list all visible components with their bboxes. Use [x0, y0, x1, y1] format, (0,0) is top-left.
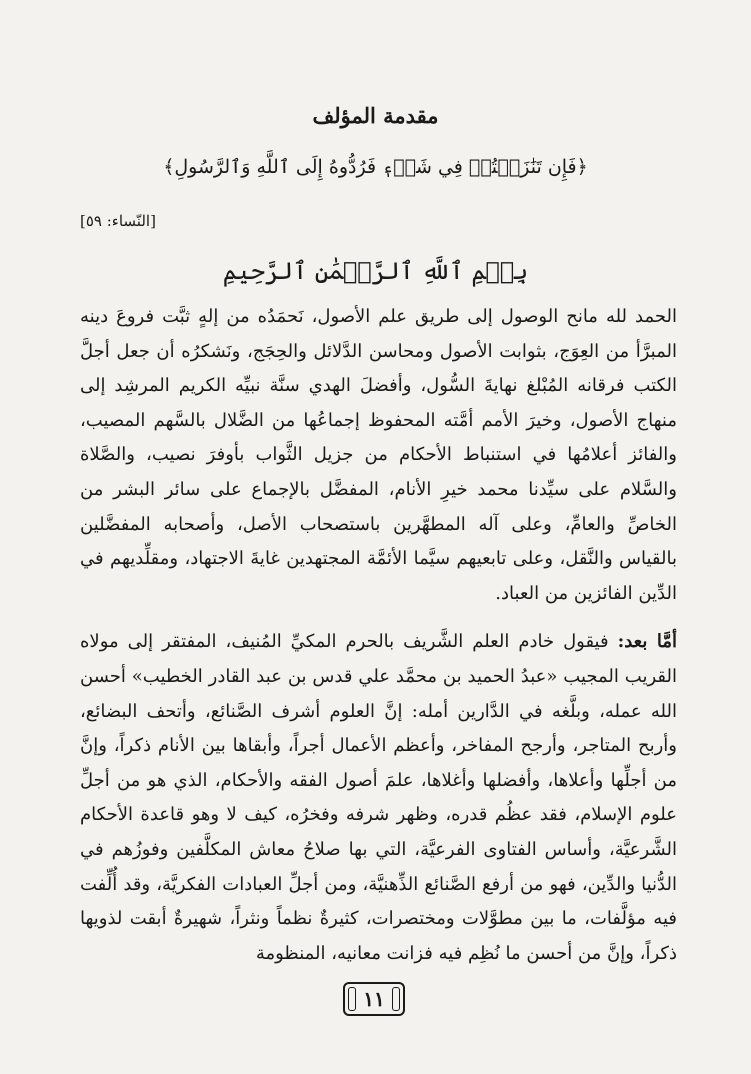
page-title: مقدمة المؤلف: [312, 103, 439, 128]
body-text: [80, 300, 677, 971]
page-number: ١١: [343, 982, 405, 1016]
paragraph-intro-text: فيقول خادم العلم الشَّريف بالحرم المكيِّ المُنيف، المفتقر إلى مولاه القريب المجيب «عبدُ الحميد بن محمَّد علي قدس بن عبد القادر الخطيب» أحسن الله عمله، وبلَّغه في الدَّارين أمله: إنَّ العلوم أشرف الصَّنائع، وأتحف البضائع، وأربح المتاجر، وأرجح المفاخر، وأعظم الأعمال أجراً، وأبقاها بين الأنام ذكراً، وإنَّ من أجلِّها وأعلاها، وأفضلها وأغلاها، علمَ أصول الفقه والأحكام، الذي هو من أجلِّ علوم الإسلام، فقد عظُم قدره، وظهر شرفه وفخرُه، كيف لا وهو قاعدة الأحكام الشَّرعيَّة، وأساس الفتاوى الفرعيَّة، التي بها صلاحُ معاش المكلَّفين وفوزُهم في الدُّنيا والدِّين، فهو من أرفع الصَّنائع الذِّهنيَّة، ومن أجلِّ العبادات الفكريَّة، وقد أُلِّفت فيه مؤلَّفات، ما بين مطوَّلات ومختصرات، كثيرةٌ نظماً ونثراً، شهيرةٌ أبقت لذويها ذكراً، وإنَّ من أحسن ما نُظِم فيه فزانت معانيه، المنظومة: [80, 631, 677, 964]
quran-verse: ﴿فَإِن تَنَٰزَعۡتُمۡ فِي شَيۡءٖ فَرُدُّوهُ إِلَى ٱللَّهِ وَٱلرَّسُولِ﴾: [163, 156, 588, 178]
paragraph-lead: أمَّا بعد:: [617, 631, 677, 653]
basmala: بِسۡمِ ٱللَّهِ ٱلرَّحۡمَٰنِ ٱلرَّحِيمِ: [222, 257, 529, 285]
paragraph-intro: [80, 625, 677, 971]
paragraph-praise: الحمد لله مانح الوصول إلى طريق علم الأصول، نَحمَدُه من إلهٍ ثبَّت فروعَ دينه المبرَّأ من العِوَج، بثوابت الأصول ومحاسن الدَّلائل والحِجَج، ونَشكرُه أن جعل أجلَّ الكتب فرقانه المُبْلغ نهايةَ السُّول، وأفضلَ الهدي سنَّة نبيِّه الكريم المرشِد إلى منهاج الأصول، وخيرَ الأمم أمَّته المحفوظ إجماعُها من الضَّلال بالسَّهم المصيب، والفائز أعلامُها في استنباط الأحكام من جزيل الثَّواب بأوفرَ نصيب، والصَّلاة والسَّلام على سيِّدنا محمد خيرِ الأنام، المفضَّل بالإجماع على سائر البشر من الخاصِّ والعامِّ، وعلى آله المطهَّرين باستصحاب الأصل، وأصحابه المفضَّلين بالقياس والنَّقل، وعلى تابعيهم سيَّما الأئمَّة المجتهدين غايةَ الاجتهاد، ومقلِّديهم في الدِّين الفائزين من العباد.: [80, 306, 677, 604]
verse-reference: [النّساء: ٥٩]: [80, 212, 156, 230]
